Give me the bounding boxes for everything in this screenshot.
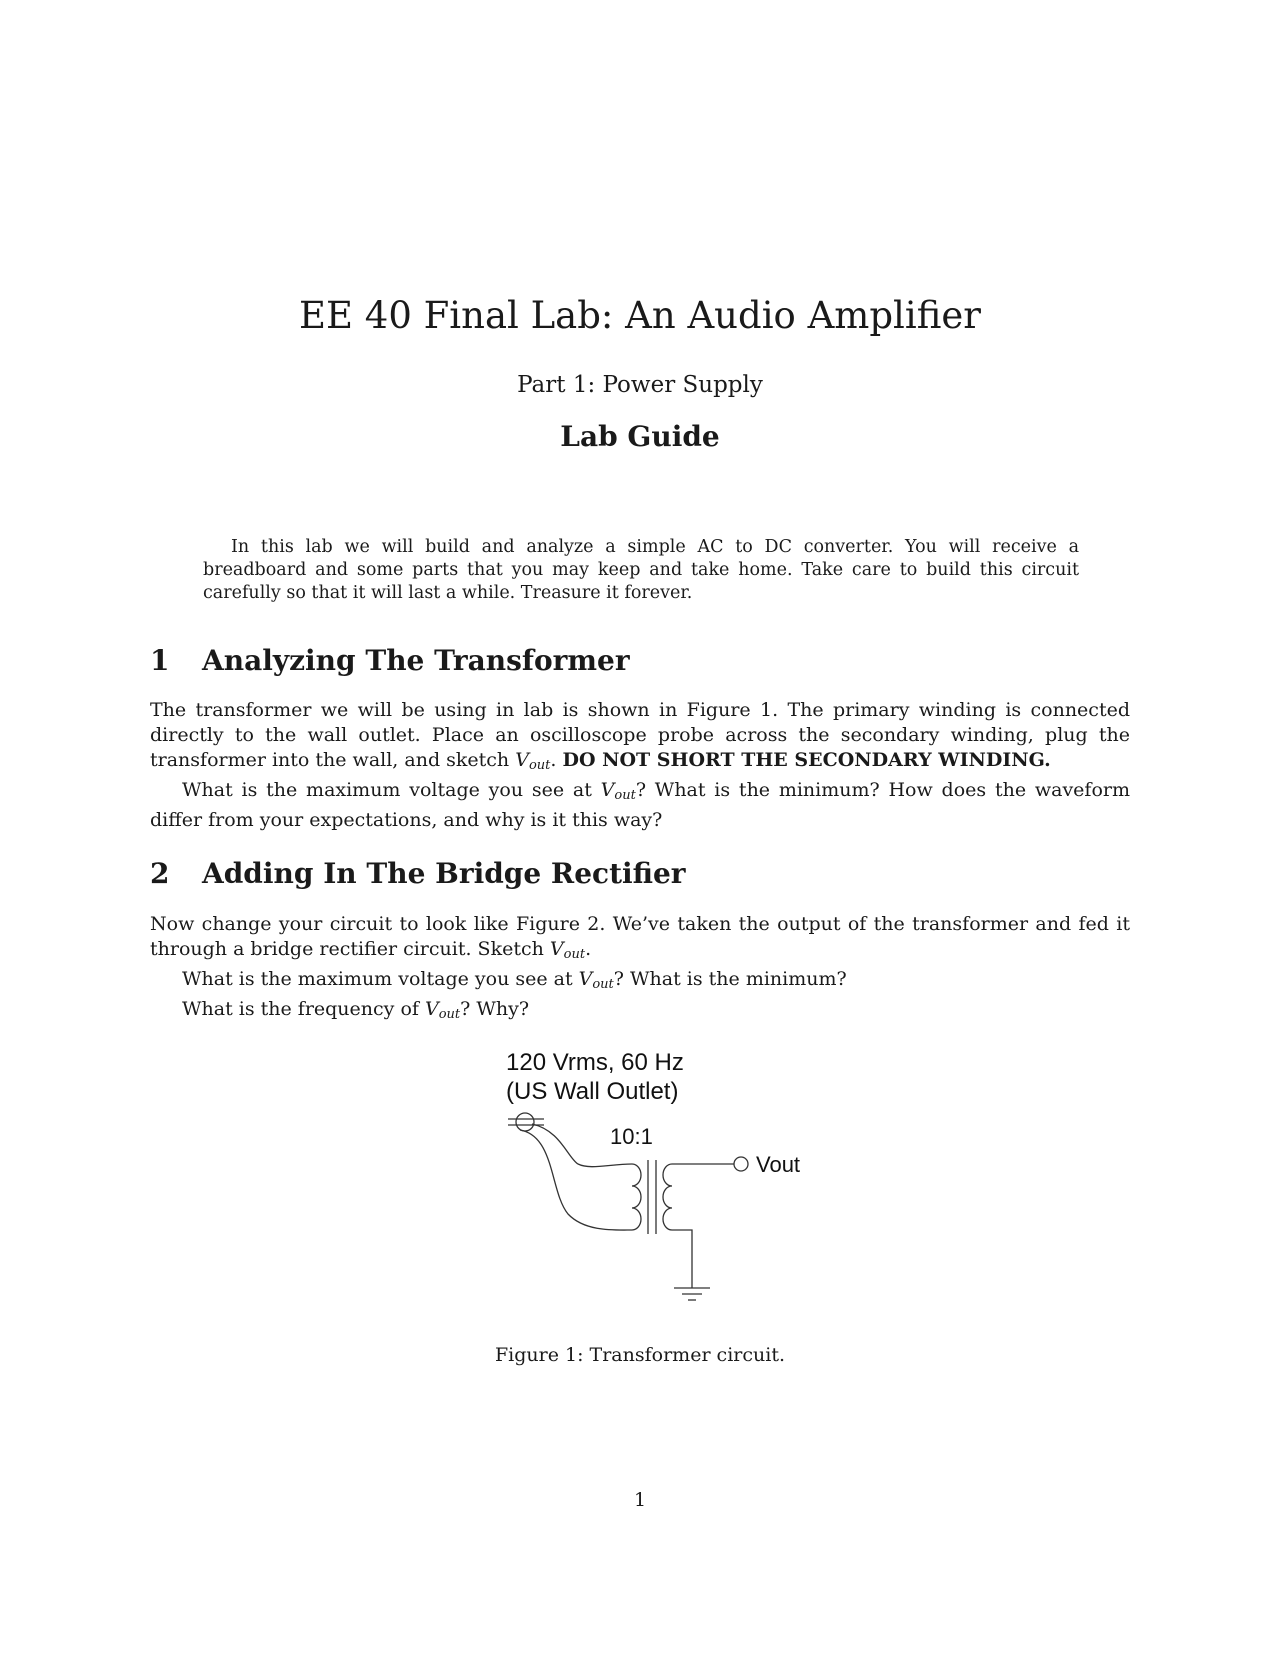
lab-guide-heading: Lab Guide [560,420,720,453]
section-2-heading [150,857,1150,891]
section-2-body [150,912,1130,1027]
figure-1-caption: Figure 1: Transformer circuit. [495,1344,785,1366]
vout-math: $V_{out}$ [578,968,614,992]
primary-coil [632,1164,641,1230]
section-2-paragraph-1: Now change your circuit to look like Figure 2. We’ve taken the output of the transformer and fed it through a bridge rectifier circuit. Sketch $V_{out}$. [150,913,1130,962]
section-1-paragraph-1: The transformer we will be using in lab is shown in Figure 1. The primary winding is connected directly to the wall outlet. Place an oscilloscope probe across the secondary winding, plug the transformer into the wall, and sketch $V_{out}$. DO NOT SHORT THE SECONDARY WINDING. [150,699,1130,773]
document-title: EE 40 Final Lab: An Audio Amplifier [299,294,981,337]
section-1-title: Analyzing The Transformer [202,644,630,677]
turns-ratio-label: 10:1 [610,1124,653,1149]
source-label-line-2: (US Wall Outlet) [506,1078,679,1105]
section-1-number: 1 [150,644,170,677]
output-terminal-icon [734,1157,748,1171]
vout-math: $V_{out}$ [515,749,551,773]
section-1-heading [150,644,1150,678]
vout-math: $V_{out}$ [424,998,461,1022]
warning-text: DO NOT SHORT THE SECONDARY WINDING. [562,749,1051,771]
vout-math: $V_{out}$ [549,938,586,962]
section-2-paragraph-2: What is the maximum voltage you see at $V_{out}$? What is the minimum? [182,968,847,992]
page-number: 1 [633,1489,647,1511]
vout-label: Vout [756,1152,801,1177]
ground-icon [674,1288,710,1300]
document-subtitle: Part 1: Power Supply [517,372,763,398]
section-2-title: Adding In The Bridge Rectifier [202,857,686,890]
section-2-paragraph-3: What is the frequency of $V_{out}$? Why? [182,998,530,1022]
abstract [203,536,1079,605]
ground-wire [672,1230,692,1288]
abstract-text: In this lab we will build and analyze a simple AC to DC converter. You will receive a breadboard and some parts that you may keep and take home. Take care to build this circuit carefully so that it will last a while. Treasure it forever. [203,537,1079,603]
vout-math: $V_{out}$ [600,779,636,803]
source-label-line-1: 120 Vrms, 60 Hz [506,1049,684,1076]
wall-plug-icon [508,1113,544,1131]
secondary-coil [663,1164,672,1230]
transformer-circuit-figure [420,1040,860,1330]
section-1-body [150,698,1130,833]
section-1-paragraph-2: What is the maximum voltage you see at $V_{out}$? What is the minimum? How does the waveform differ from your expectations, and why is it this way? [150,779,1130,831]
section-2-number: 2 [150,857,170,890]
